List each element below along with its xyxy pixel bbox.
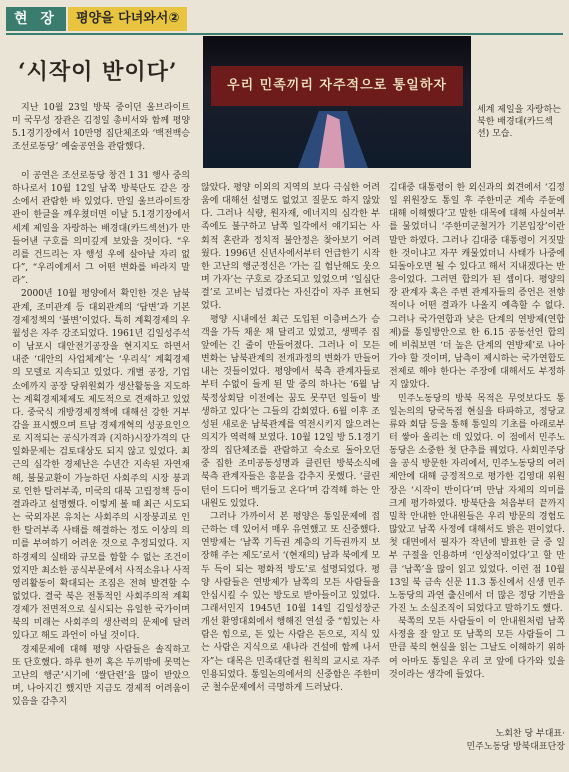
article-photo — [203, 36, 471, 168]
article-column-1-lead — [12, 102, 190, 155]
section-header — [6, 6, 187, 32]
article-column-1 — [12, 170, 190, 709]
article-column-2 — [201, 182, 380, 695]
paragraph: 2000년 10월 평양에서 확인한 것은 남북관계, 조미관계 등 대외관계의 ‘답변’과 기본 경제정책의 ‘불변’이었다. 특히 계획경제의 우월성은 자주 강조되었다. 1961년 김일성주석이 남포시 대안전기공장을 현지지도 하면서 내준 ‘대안의 사업체계’는 ‘우리식’ 계획경제의 모델로 지속되고 있었다. 개별 공장, 기업소에까지 공장 당위원회가 생산활동을 지도하는 계획경제체제도 제도적으로 견재하고 있었다. 중국식 개방경제정책에 대해선 강한 거부감을 표시했으며 트남 경제개혁의 성공요인으로 지적되는 공식가격과 (지하)시장가격의 단일화문제는 검토대상도 되지 않고 있었다. 최근의 심각한 경제난은 수년간 지속된 자연재해, 불물교환이 가능하던 사회주의 시장 붕괴로 인한 탈러부족, 미국의 대북 고립정책 등이 결과라고 설명했다. 이렇게 볼 때 최근 시도되는 국외자본 유치는 사회주의 시장붕괴로 인한 탈러부족 사태를 해결하는 정도 이상의 의미를 부여하기 어려운 것으로 추정되었다. 지하경제의 실태와 규모를 함할 수 없는 조건이었지만 최소한 공식부문에서 사적소유나 사적 영리활동이 확대되는 조짐은 전혀 발견할 수 없었다. 결국 북은 전통적인 사회주의적 계획경제가 전면적으로 실시되는 유일한 국가이며 북의 미래는 사회주의 생산력의 문제에 달려 있다고 해도 과언이 아닐 것이다. — [12, 289, 190, 642]
paragraph: 않았다. 평양 이외의 지역의 보다 극심한 어려움에 대해선 설명도 없었고 질문도 하지 않았다. 그러나 식량, 원자재, 에너지의 심각한 부족에도 불구하고 남쪽 일각에서 얘기되는 사회적 혼란과 정치적 불안정은 찾아보기 어려웠다. 1996년 신년사에서부터 언급한기 시작한 고난의 행군정신은 ‘가는 길 험난해도 웃으며 가자’는 구호로 강조되고 있었으며 ‘일심단결’로 고비는 넘겼다는 자신감이 자주 표현되었다. — [201, 183, 380, 312]
paragraph: 이 공연은 조선로동당 창건 1 31 행사 중의 하나로서 10월 12일 남쪽 방북단도 같은 장소에서 관람한 바 있었다. 만일 울브라이트장관이 한글을 깨우쳤더면 이날 5.1경기장에서 세계 제일을 자랑하는 배경대(카드섹션)가 만들어낸 구호를 의미깊게 보았을 것이다. “우리를 건드리는 자 행성 우에 살아날 자리 없다”, “우리에게서 그 어떤 변화를 바라지 말라”. — [12, 171, 190, 287]
paragraph: 북쪽의 모든 사람들이 이 안내원처럼 남쪽 사정을 잘 알고 또 남쪽의 모든 사람들이 그만큼 북의 현실을 읽는 그날도 이해하기 위하여 아마도 통일은 우리 코 앞에 다가와 있을 것이라는 생각에 들었다. — [389, 617, 565, 680]
header-divider — [6, 33, 563, 35]
photo-card-section-slogan: 우리 민족끼리 자주적으로 통일하자 — [211, 66, 463, 106]
series-title: 평양을 다녀와서② — [68, 7, 187, 31]
paragraph: 민주노동당의 방북 목적은 무엇보다도 통일논의의 당국독점 현실을 타파하고, 정당교류와 회담 등을 통해 통일의 기초를 아래로부터 쌓아 올리는 데 있었다. 이 점에서 민주노동당은 소중한 첫 단추를 꿰었다. 사회민주당을 공식 방문한 자리에서, 민주노동당의 여러 제안에 대해 긍정적으로 평가한 김영대 위원장은 ‘시작이 반이다’며 만남 자체의 의미를 크게 평가하였다. 방북단을 처음부터 끝까지 밀착 안내한 안내원들은 우리 방문의 경험도 많았고 남쪽 사정에 대해서도 밝은 편이었다. 첫 대면에서 필자가 작년에 발표한 글 중 일부 구절을 인용하며 ‘인상적이었다’고 할 만큼 ‘남쪽’을 많이 읽고 있었다. 이런 점 10월 13일 북 금속 신문 11.3 통신에서 신생 민주노동당의 과연 출신에서 더 많은 정당 기반을 가진 노 소실조직이 되었다고 말하기도 했다. — [389, 393, 565, 614]
section-tag: 현 장 — [6, 7, 66, 31]
article-column-3 — [389, 182, 565, 682]
byline-author: 노회찬 당 부대표· — [495, 729, 565, 739]
photo-caption: 세계 제일을 자랑하는 북한 배경대(카드섹션) 모습. — [477, 105, 561, 139]
paragraph: 지난 10월 23일 방북 중이던 울브라이트 미 국무성 장관은 김정일 총비서와 함께 평양 5.1경기장에서 10만명 집단체조와 ‘백전백승 조선로동당’ 예술공연을 관람했다. — [12, 103, 190, 153]
paragraph: 김대중 대통령이 한 외신과의 회견에서 ‘김정일 위원장도 통일 후 주한미군 계속 주둔에 대해 이해했다’고 말한 대목에 대해 사실여부를 물었더니 ‘주한미군철거가 기본입장’이란 말만 하였다. 그러나 김대중 대통령이 거짓말 한 것이냐고 자꾸 캐물었더니 사태가 나중에 되돌아오면 될 수 있다고 해서 지내겠다는 반응이었다. 그러면 합의가 된 셈이다. 평양의 장 관계자 혹은 주변 관계자들의 증언은 전향적이나 어떤 결과가 나올지 예측할 수 없다. 그러나 국가연합과 낮은 단계의 연방제(연합제)를 통일방안으로 한 6.15 공동선언 합의에 비춰보면 ‘더 높은 단계의 연방제’로 나아가야 할 것이며, 남측이 제시하는 국가연합도 전제로 해야 한다는 주장에 대해서도 부정하지 않았다. — [389, 183, 565, 391]
paragraph: 평양 시내에선 최근 도입된 이층버스가 승객을 가득 채운 채 달리고 있었고, 생맥주 집 앞에는 긴 줄이 만들어졌다. 그러나 이 모든 변화는 남북관계의 전개과정의 변화가 만들어내는 것들이었다. 평양에서 북측 관계자들로부터 수없이 들게 된 말 중의 하나는 ‘6월 남북정상회담 이전에는 꿈도 못꾸던 일들이 발생하고 있다’는 그들의 감회였다. 6월 이후 조성된 새로운 남북관계를 역전시키지 않으려는 의지가 역력해 보였다. 10월 12일 방 5.1경기장의 집단체조를 관람하고 숙소로 돌아오던 중 집한 조미공동성명과 클린턴 방북소식에 북측 관계자들은 흥분을 감추지 못했다. ‘클린턴이 드디어 백기들고 온다’며 감격해 하는 안내원도 있었다. — [201, 314, 380, 509]
paragraph: 경제문제에 대해 평양 사람들은 솔직하고 또 단호했다. 하루 한끼 혹은 두끼밖에 못먹는 고난의 행군’시기에 ‘쌀단련’을 많이 받았으며, 나아지긴 했지만 지금도 경제적 어려움이 있음을 감추지 — [12, 644, 190, 708]
byline — [389, 728, 565, 754]
byline-org: 민주노동당 방북대표단장 — [466, 742, 565, 752]
paragraph: 그러나 가까이서 본 평양은 통일문제에 접근하는 데 있어서 매우 유연했고 또 신중했다. 연방제는 ‘남쪽 기득권 계층의 기득권까지 보장해 주는 제도’로서 ‘(현재의) 남과 북에게 모두 득이 되는 평화적 방도’로 설명되었다. 평양 사람들은 연방제가 남쪽의 모든 사람들을 안심시킬 수 있는 방도로 받아들이고 있었다. 그래서인지 1945년 10월 14일 김일성장군 개선 환영대회에서 행해진 연설 중 “힘있는 사람은 힘으로, 돈 있는 사람은 돈으로, 지식 있는 사람은 지식으로 새나라 건설에 함께 나서자”는 대목은 민족대단결 원칙의 교시로 자주 인용되었다. 통일논의에서의 신중함은 주한미군 철수문제에서 극명하게 드러났다. — [201, 511, 380, 693]
article-title: ‘시작이 반이다’ — [18, 59, 178, 85]
